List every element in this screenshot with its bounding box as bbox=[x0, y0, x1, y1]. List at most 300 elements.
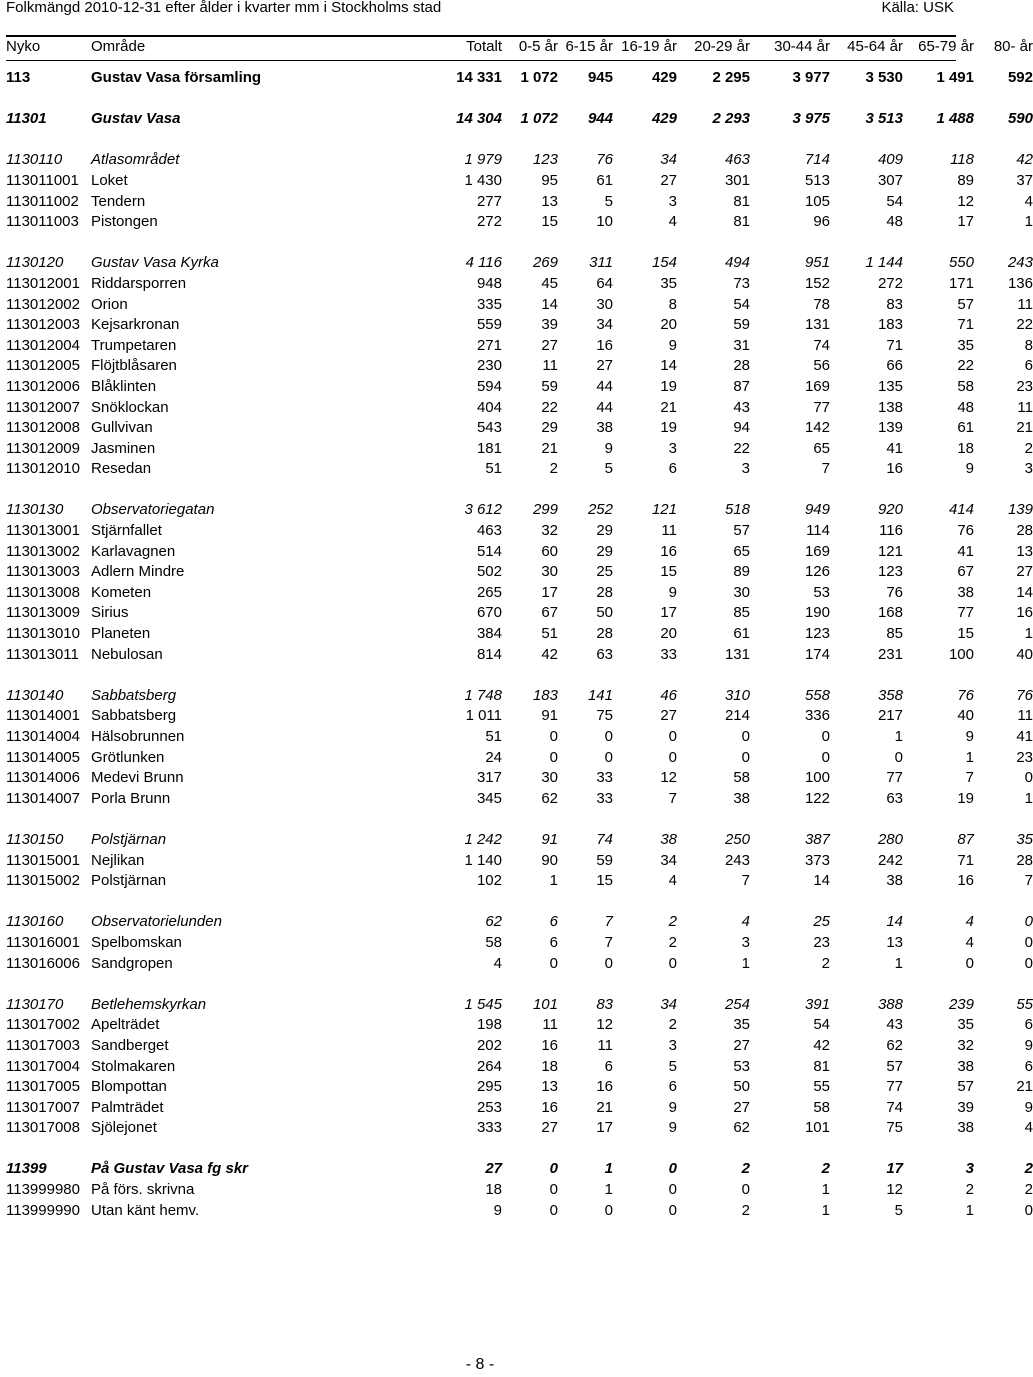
cell-value: 100 bbox=[948, 645, 974, 663]
cell-value: 54 bbox=[886, 192, 903, 210]
cell-value: 0 bbox=[549, 954, 558, 972]
column-header: Område bbox=[91, 38, 146, 55]
cell-value: 9 bbox=[965, 460, 974, 478]
table-row bbox=[6, 336, 1033, 357]
cell-value: 17 bbox=[886, 1160, 903, 1178]
cell-value: 81 bbox=[813, 1057, 830, 1075]
cell-value: 64 bbox=[596, 274, 613, 292]
cell-value: 6 bbox=[604, 1057, 613, 1075]
cell-value: 21 bbox=[541, 439, 558, 457]
cell-value: 19 bbox=[957, 789, 974, 807]
cell-value: 920 bbox=[877, 501, 903, 519]
cell-value: 0 bbox=[549, 748, 558, 766]
group-spacer bbox=[6, 233, 1033, 254]
cell-value: 1 bbox=[965, 748, 974, 766]
cell-value: 138 bbox=[877, 398, 903, 416]
cell-value: 15 bbox=[541, 213, 558, 231]
cell-value: 271 bbox=[476, 336, 502, 354]
cell-value: 41 bbox=[886, 439, 903, 457]
cell-value: 6 bbox=[668, 1078, 677, 1096]
cell-value: 0 bbox=[1024, 913, 1033, 931]
cell-value: 74 bbox=[886, 1098, 903, 1116]
cell-value: 27 bbox=[541, 1119, 558, 1137]
cell-value: 123 bbox=[804, 625, 830, 643]
table-row bbox=[6, 583, 1033, 604]
cell-value: 53 bbox=[813, 583, 830, 601]
cell-value: 30 bbox=[733, 583, 750, 601]
column-header: Totalt bbox=[466, 38, 502, 55]
cell-area: Blompottan bbox=[91, 1078, 167, 1096]
cell-value: 9 bbox=[493, 1201, 502, 1219]
cell-nyko: 113015001 bbox=[6, 851, 80, 869]
cell-value: 28 bbox=[1016, 851, 1033, 869]
cell-value: 2 bbox=[668, 913, 677, 931]
cell-nyko: 113012010 bbox=[6, 460, 80, 478]
cell-area: Medevi Brunn bbox=[91, 769, 184, 787]
cell-value: 311 bbox=[589, 254, 613, 272]
cell-value: 949 bbox=[804, 501, 830, 519]
cell-value: 183 bbox=[877, 316, 903, 334]
cell-value: 4 bbox=[493, 954, 502, 972]
group-spacer bbox=[6, 809, 1033, 830]
group-spacer bbox=[6, 892, 1033, 913]
cell-value: 3 bbox=[965, 1160, 974, 1178]
cell-value: 9 bbox=[668, 1119, 677, 1137]
cell-value: 67 bbox=[541, 604, 558, 622]
cell-value: 3 612 bbox=[464, 501, 502, 519]
cell-value: 0 bbox=[1024, 769, 1033, 787]
cell-value: 85 bbox=[733, 604, 750, 622]
cell-nyko: 113013002 bbox=[6, 542, 80, 560]
table-row bbox=[6, 1159, 1033, 1180]
cell-value: 0 bbox=[1024, 1201, 1033, 1219]
cell-area: Pistongen bbox=[91, 213, 158, 231]
cell-value: 1 bbox=[821, 1201, 830, 1219]
cell-value: 57 bbox=[733, 522, 750, 540]
cell-value: 13 bbox=[1016, 542, 1033, 560]
cell-nyko: 113012003 bbox=[6, 316, 80, 334]
table-row bbox=[6, 439, 1033, 460]
cell-value: 16 bbox=[541, 1036, 558, 1054]
cell-nyko: 11301 bbox=[6, 110, 47, 128]
page-number: - 8 - bbox=[465, 1356, 495, 1373]
cell-nyko: 113011003 bbox=[6, 213, 79, 231]
cell-area: Snöklockan bbox=[91, 398, 169, 416]
cell-value: 83 bbox=[886, 295, 903, 313]
table-body bbox=[6, 68, 1033, 1221]
cell-value: 65 bbox=[733, 542, 750, 560]
cell-area: Palmträdet bbox=[91, 1098, 164, 1116]
cell-value: 13 bbox=[541, 192, 558, 210]
cell-value: 152 bbox=[804, 274, 830, 292]
cell-value: 1 bbox=[549, 872, 558, 890]
cell-value: 62 bbox=[733, 1119, 750, 1137]
cell-value: 169 bbox=[804, 542, 830, 560]
cell-value: 0 bbox=[894, 748, 903, 766]
table-row bbox=[6, 871, 1033, 892]
cell-value: 1 bbox=[894, 954, 903, 972]
cell-nyko: 1130170 bbox=[6, 995, 64, 1013]
table-row bbox=[6, 768, 1033, 789]
cell-value: 131 bbox=[724, 645, 750, 663]
cell-value: 23 bbox=[1016, 748, 1033, 766]
cell-value: 0 bbox=[1024, 954, 1033, 972]
cell-value: 62 bbox=[485, 913, 502, 931]
cell-value: 345 bbox=[476, 789, 502, 807]
cell-value: 74 bbox=[813, 336, 830, 354]
table-row bbox=[6, 171, 1033, 192]
cell-value: 71 bbox=[886, 336, 903, 354]
cell-value: 1 140 bbox=[464, 851, 502, 869]
cell-value: 265 bbox=[476, 583, 502, 601]
cell-value: 202 bbox=[476, 1036, 502, 1054]
cell-value: 8 bbox=[668, 295, 677, 313]
table-row bbox=[6, 192, 1033, 213]
cell-area: Loket bbox=[91, 171, 128, 189]
cell-value: 75 bbox=[596, 707, 613, 725]
cell-value: 121 bbox=[651, 501, 677, 519]
cell-value: 40 bbox=[1016, 645, 1033, 663]
cell-value: 89 bbox=[733, 563, 750, 581]
cell-value: 51 bbox=[485, 728, 502, 745]
cell-value: 264 bbox=[476, 1057, 502, 1075]
cell-value: 9 bbox=[668, 1098, 677, 1116]
cell-nyko: 113016001 bbox=[6, 933, 80, 951]
table-row bbox=[6, 68, 1033, 89]
column-header: 0-5 år bbox=[518, 38, 558, 55]
cell-value: 5 bbox=[668, 1057, 677, 1075]
cell-value: 945 bbox=[587, 69, 613, 86]
cell-value: 1 488 bbox=[936, 110, 974, 128]
cell-value: 3 bbox=[668, 439, 677, 457]
cell-value: 33 bbox=[660, 645, 677, 663]
table-row bbox=[6, 1057, 1033, 1078]
cell-value: 96 bbox=[813, 213, 830, 231]
table-row bbox=[6, 748, 1033, 769]
cell-value: 2 bbox=[668, 1016, 677, 1034]
column-header: 45-64 år bbox=[847, 38, 903, 55]
cell-area: Gullvivan bbox=[91, 419, 153, 437]
cell-value: 2 bbox=[741, 1160, 750, 1178]
cell-value: 594 bbox=[476, 377, 502, 395]
cell-value: 28 bbox=[596, 625, 613, 643]
cell-area: Nejlikan bbox=[91, 851, 145, 869]
cell-value: 0 bbox=[741, 748, 750, 766]
cell-value: 131 bbox=[804, 316, 830, 334]
cell-value: 11 bbox=[597, 1036, 613, 1054]
cell-area: Kejsarkronan bbox=[91, 316, 180, 334]
cell-value: 1 979 bbox=[464, 151, 502, 169]
cell-value: 22 bbox=[1016, 316, 1033, 334]
cell-nyko: 113014005 bbox=[6, 748, 80, 766]
cell-value: 2 bbox=[1024, 1181, 1033, 1199]
cell-value: 190 bbox=[804, 604, 830, 622]
cell-area: Apelträdet bbox=[91, 1016, 160, 1034]
cell-value: 1 bbox=[1024, 789, 1033, 807]
cell-value: 27 bbox=[1016, 563, 1033, 581]
cell-value: 16 bbox=[541, 1098, 558, 1116]
table-row bbox=[6, 109, 1033, 130]
cell-nyko: 113012005 bbox=[6, 357, 80, 375]
table-row bbox=[6, 1015, 1033, 1036]
cell-value: 23 bbox=[813, 933, 830, 951]
cell-value: 58 bbox=[733, 769, 750, 787]
cell-value: 38 bbox=[957, 1119, 974, 1137]
cell-area: Riddarsporren bbox=[91, 274, 187, 292]
cell-value: 33 bbox=[596, 769, 613, 787]
table-row bbox=[6, 727, 1033, 748]
column-header-table bbox=[6, 37, 1033, 58]
table-row bbox=[6, 398, 1033, 419]
cell-value: 1 bbox=[821, 1181, 830, 1199]
cell-value: 87 bbox=[733, 377, 750, 395]
cell-value: 948 bbox=[476, 274, 502, 292]
cell-nyko: 113012004 bbox=[6, 336, 80, 354]
cell-area: Kometen bbox=[91, 583, 152, 601]
cell-value: 11 bbox=[542, 357, 558, 375]
cell-value: 61 bbox=[596, 171, 613, 189]
cell-value: 87 bbox=[957, 830, 974, 848]
cell-value: 13 bbox=[541, 1078, 558, 1096]
cell-value: 15 bbox=[596, 872, 613, 890]
cell-value: 11 bbox=[1017, 398, 1033, 416]
cell-value: 83 bbox=[596, 995, 613, 1013]
cell-value: 0 bbox=[821, 728, 830, 745]
cell-value: 27 bbox=[733, 1036, 750, 1054]
cell-value: 7 bbox=[965, 769, 974, 787]
cell-value: 14 331 bbox=[456, 69, 502, 86]
cell-value: 20 bbox=[660, 316, 677, 334]
cell-value: 18 bbox=[541, 1057, 558, 1075]
cell-value: 76 bbox=[1016, 686, 1033, 704]
cell-value: 3 bbox=[668, 192, 677, 210]
cell-value: 43 bbox=[886, 1016, 903, 1034]
cell-value: 1 242 bbox=[464, 830, 502, 848]
cell-value: 3 bbox=[1024, 460, 1033, 478]
cell-nyko: 1130140 bbox=[6, 686, 64, 704]
cell-value: 358 bbox=[877, 686, 903, 704]
cell-area: På förs. skrivna bbox=[91, 1181, 195, 1199]
cell-value: 250 bbox=[724, 830, 750, 848]
cell-value: 56 bbox=[813, 357, 830, 375]
cell-value: 14 bbox=[813, 872, 830, 890]
cell-value: 0 bbox=[741, 728, 750, 745]
cell-value: 7 bbox=[604, 913, 613, 931]
cell-nyko: 113017004 bbox=[6, 1057, 80, 1075]
table-row bbox=[6, 274, 1033, 295]
cell-value: 94 bbox=[733, 419, 750, 437]
cell-value: 35 bbox=[957, 336, 974, 354]
table-row bbox=[6, 933, 1033, 954]
header-rule-bottom bbox=[6, 60, 956, 61]
cell-value: 27 bbox=[733, 1098, 750, 1116]
cell-area: Sandberget bbox=[91, 1036, 169, 1054]
cell-value: 0 bbox=[965, 954, 974, 972]
cell-nyko: 113999990 bbox=[6, 1201, 80, 1219]
cell-value: 76 bbox=[886, 583, 903, 601]
cell-value: 230 bbox=[476, 357, 502, 375]
cell-value: 670 bbox=[476, 604, 502, 622]
group-spacer bbox=[6, 130, 1033, 151]
table-row bbox=[6, 954, 1033, 975]
cell-value: 41 bbox=[957, 542, 974, 560]
column-header: 16-19 år bbox=[621, 38, 677, 55]
cell-value: 429 bbox=[651, 110, 677, 128]
cell-value: 3 bbox=[741, 460, 750, 478]
table-row bbox=[6, 603, 1033, 624]
table-row bbox=[6, 315, 1033, 336]
cell-value: 174 bbox=[804, 645, 830, 663]
cell-value: 0 bbox=[604, 954, 613, 972]
cell-nyko: 113017007 bbox=[6, 1098, 80, 1116]
cell-value: 40 bbox=[957, 707, 974, 725]
cell-value: 513 bbox=[804, 171, 830, 189]
cell-value: 46 bbox=[660, 686, 677, 704]
cell-value: 494 bbox=[724, 254, 750, 272]
cell-value: 171 bbox=[948, 274, 974, 292]
cell-value: 51 bbox=[485, 460, 502, 478]
cell-value: 50 bbox=[596, 604, 613, 622]
cell-value: 34 bbox=[660, 151, 677, 169]
cell-value: 55 bbox=[813, 1078, 830, 1096]
cell-value: 559 bbox=[476, 316, 502, 334]
cell-nyko: 1130150 bbox=[6, 830, 64, 848]
cell-value: 37 bbox=[1016, 171, 1033, 189]
cell-value: 5 bbox=[894, 1201, 903, 1219]
cell-value: 1 748 bbox=[464, 686, 502, 704]
cell-value: 333 bbox=[476, 1119, 502, 1137]
cell-area: Utan känt hemv. bbox=[91, 1201, 200, 1219]
cell-value: 951 bbox=[804, 254, 830, 272]
cell-value: 30 bbox=[541, 769, 558, 787]
cell-value: 105 bbox=[804, 192, 830, 210]
column-header: Nyko bbox=[6, 38, 41, 55]
cell-nyko: 113015002 bbox=[6, 872, 80, 890]
cell-value: 123 bbox=[877, 563, 903, 581]
cell-value: 61 bbox=[957, 419, 974, 437]
column-header: 6-15 år bbox=[565, 38, 613, 55]
cell-value: 31 bbox=[733, 336, 750, 354]
cell-value: 280 bbox=[877, 830, 903, 848]
cell-value: 101 bbox=[532, 995, 558, 1013]
cell-value: 55 bbox=[1016, 995, 1033, 1013]
cell-value: 0 bbox=[549, 1201, 558, 1219]
cell-value: 9 bbox=[668, 583, 677, 601]
cell-value: 89 bbox=[957, 171, 974, 189]
cell-nyko: 113012008 bbox=[6, 419, 80, 437]
cell-value: 76 bbox=[596, 151, 613, 169]
cell-value: 38 bbox=[957, 1057, 974, 1075]
cell-nyko: 113013001 bbox=[6, 522, 80, 540]
cell-value: 12 bbox=[596, 1016, 613, 1034]
cell-value: 409 bbox=[877, 151, 903, 169]
table-row bbox=[6, 500, 1033, 521]
cell-value: 76 bbox=[957, 522, 974, 540]
cell-value: 14 bbox=[660, 357, 677, 375]
table-row bbox=[6, 212, 1033, 233]
cell-value: 16 bbox=[596, 1078, 613, 1096]
cell-value: 6 bbox=[1024, 357, 1033, 375]
cell-value: 57 bbox=[957, 1078, 974, 1096]
cell-value: 30 bbox=[596, 295, 613, 313]
cell-value: 28 bbox=[733, 357, 750, 375]
cell-value: 1 bbox=[741, 954, 750, 972]
cell-value: 2 bbox=[821, 1160, 830, 1178]
cell-area: Resedan bbox=[91, 460, 152, 478]
cell-value: 60 bbox=[541, 542, 558, 560]
cell-value: 0 bbox=[668, 1160, 677, 1178]
cell-nyko: 1130130 bbox=[6, 501, 64, 519]
cell-nyko: 113014001 bbox=[6, 707, 80, 725]
cell-value: 0 bbox=[741, 1181, 750, 1199]
cell-area: Blåklinten bbox=[91, 377, 157, 395]
cell-area: Hälsobrunnen bbox=[91, 728, 185, 745]
cell-value: 16 bbox=[596, 336, 613, 354]
cell-value: 44 bbox=[596, 398, 613, 416]
cell-value: 21 bbox=[596, 1098, 613, 1116]
cell-value: 59 bbox=[541, 377, 558, 395]
cell-value: 1 430 bbox=[464, 171, 502, 189]
cell-value: 35 bbox=[733, 1016, 750, 1034]
cell-value: 1 072 bbox=[520, 110, 558, 128]
cell-area: Betlehemskyrkan bbox=[91, 995, 207, 1013]
cell-value: 181 bbox=[476, 439, 502, 457]
cell-value: 25 bbox=[813, 913, 830, 931]
cell-value: 43 bbox=[733, 398, 750, 416]
cell-value: 414 bbox=[948, 501, 974, 519]
cell-value: 66 bbox=[886, 357, 903, 375]
cell-value: 404 bbox=[476, 398, 502, 416]
table-row bbox=[6, 459, 1033, 480]
cell-value: 23 bbox=[1016, 377, 1033, 395]
cell-value: 114 bbox=[806, 522, 830, 540]
cell-value: 9 bbox=[1024, 1036, 1033, 1054]
table-row bbox=[6, 789, 1033, 810]
cell-value: 272 bbox=[877, 274, 903, 292]
cell-value: 77 bbox=[957, 604, 974, 622]
cell-value: 77 bbox=[813, 398, 830, 416]
cell-value: 2 bbox=[1024, 1160, 1033, 1178]
cell-area: Planeten bbox=[91, 625, 151, 643]
cell-value: 63 bbox=[886, 789, 903, 807]
cell-value: 0 bbox=[668, 1181, 677, 1199]
cell-value: 11 bbox=[1017, 295, 1033, 313]
cell-value: 6 bbox=[1024, 1016, 1033, 1034]
cell-value: 7 bbox=[604, 933, 613, 951]
cell-value: 44 bbox=[596, 377, 613, 395]
cell-value: 0 bbox=[668, 748, 677, 766]
cell-value: 58 bbox=[485, 933, 502, 951]
table-row bbox=[6, 1118, 1033, 1139]
cell-value: 0 bbox=[668, 1201, 677, 1219]
cell-value: 4 bbox=[741, 913, 750, 931]
cell-value: 2 bbox=[821, 954, 830, 972]
cell-value: 61 bbox=[733, 625, 750, 643]
cell-value: 550 bbox=[948, 254, 974, 272]
cell-value: 59 bbox=[733, 316, 750, 334]
table-row bbox=[6, 995, 1033, 1016]
cell-value: 20 bbox=[660, 625, 677, 643]
cell-nyko: 113012001 bbox=[6, 274, 80, 292]
cell-nyko: 113999980 bbox=[6, 1181, 80, 1199]
cell-value: 81 bbox=[733, 192, 750, 210]
cell-value: 253 bbox=[476, 1098, 502, 1116]
cell-area: På Gustav Vasa fg skr bbox=[91, 1160, 249, 1178]
cell-value: 121 bbox=[877, 542, 903, 560]
cell-value: 48 bbox=[957, 398, 974, 416]
table-row bbox=[6, 377, 1033, 398]
cell-value: 77 bbox=[886, 1078, 903, 1096]
